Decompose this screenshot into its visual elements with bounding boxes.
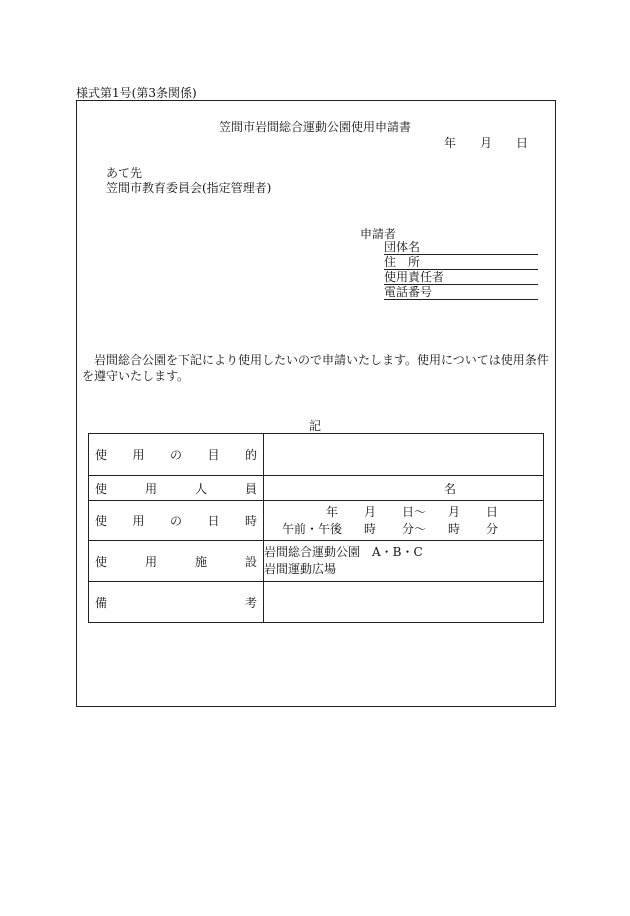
label-char: 的 xyxy=(244,448,257,462)
time-hour-from-unit: 時 xyxy=(364,521,377,536)
ampm-choice[interactable]: 午前・午後 xyxy=(282,521,343,536)
purpose-value[interactable] xyxy=(264,434,544,476)
label-char: 使 xyxy=(95,481,108,496)
label-char: 用 xyxy=(132,514,145,528)
table-row-purpose xyxy=(89,434,544,476)
time-minute-from-unit: 分〜 xyxy=(402,521,427,536)
datetime-value[interactable] xyxy=(264,501,544,541)
table-row-facility xyxy=(89,541,544,582)
label-char: 施 xyxy=(194,554,207,569)
label-char: 考 xyxy=(244,595,257,610)
label-char: 用 xyxy=(144,481,157,496)
date-line xyxy=(444,134,528,151)
form-number: 様式第1号(第3条関係) xyxy=(76,86,197,100)
label-char: 使 xyxy=(95,448,108,462)
time-hour-to-unit: 時 xyxy=(448,521,461,536)
label-char: 時 xyxy=(244,514,257,528)
addressee-name: 笠間市教育委員会(指定管理者) xyxy=(106,181,272,195)
people-unit: 名 xyxy=(444,481,457,496)
responsible-person-field[interactable]: 使用責任者 xyxy=(384,270,538,285)
facility-option-athletic-field[interactable]: 岩間運動広場 xyxy=(264,562,337,576)
time-minute-to-unit: 分 xyxy=(486,521,499,536)
time-row xyxy=(264,521,543,538)
label-char: 用 xyxy=(132,448,145,462)
label-char: 使 xyxy=(95,554,108,569)
remarks-label xyxy=(89,582,264,623)
date-day-to-unit: 日 xyxy=(486,504,499,519)
table-row-datetime xyxy=(89,501,544,541)
addressee-label: あて先 xyxy=(106,166,143,180)
label-char: 人 xyxy=(194,481,207,496)
date-year: 年 xyxy=(444,136,457,150)
date-day-from-unit: 日〜 xyxy=(402,504,427,519)
label-char: 使 xyxy=(95,514,108,528)
group-name-field[interactable]: 団体名 xyxy=(384,240,538,255)
datetime-label xyxy=(89,501,264,541)
date-day: 日 xyxy=(516,136,529,150)
table-row-people xyxy=(89,476,544,501)
label-char: 目 xyxy=(207,448,220,462)
purpose-label xyxy=(89,434,264,476)
phone-number-field[interactable]: 電話番号 xyxy=(384,285,538,300)
remarks-value[interactable] xyxy=(264,582,544,623)
date-month-unit: 月 xyxy=(364,504,377,519)
label-char: 備 xyxy=(95,595,108,610)
usage-table xyxy=(88,433,544,623)
date-month-to-unit: 月 xyxy=(448,504,461,519)
date-row xyxy=(264,504,543,521)
address-field[interactable]: 住 所 xyxy=(384,255,538,270)
label-char: 員 xyxy=(244,481,257,496)
table-row-remarks xyxy=(89,582,544,623)
applicant-label: 申請者 xyxy=(360,227,397,241)
people-value[interactable] xyxy=(264,476,544,501)
document-title: 笠間市岩間総合運動公園使用申請書 xyxy=(218,120,411,134)
label-char: 設 xyxy=(244,554,257,569)
label-char: 用 xyxy=(144,554,157,569)
facility-option-sports-park[interactable]: 岩間総合運動公園 A・B・C xyxy=(264,545,423,559)
date-month: 月 xyxy=(480,136,493,150)
label-char: の xyxy=(169,514,182,528)
ki-heading: 記 xyxy=(308,419,321,433)
application-statement: 岩間総合公園を下記により使用したいので申請いたします。使用については使用条件を遵守いたします。 xyxy=(82,353,549,383)
people-label xyxy=(89,476,264,501)
label-char: 日 xyxy=(207,514,220,528)
facility-label xyxy=(89,541,264,582)
date-year-unit: 年 xyxy=(326,504,339,519)
label-char: の xyxy=(169,448,182,462)
facility-value[interactable] xyxy=(264,541,544,582)
